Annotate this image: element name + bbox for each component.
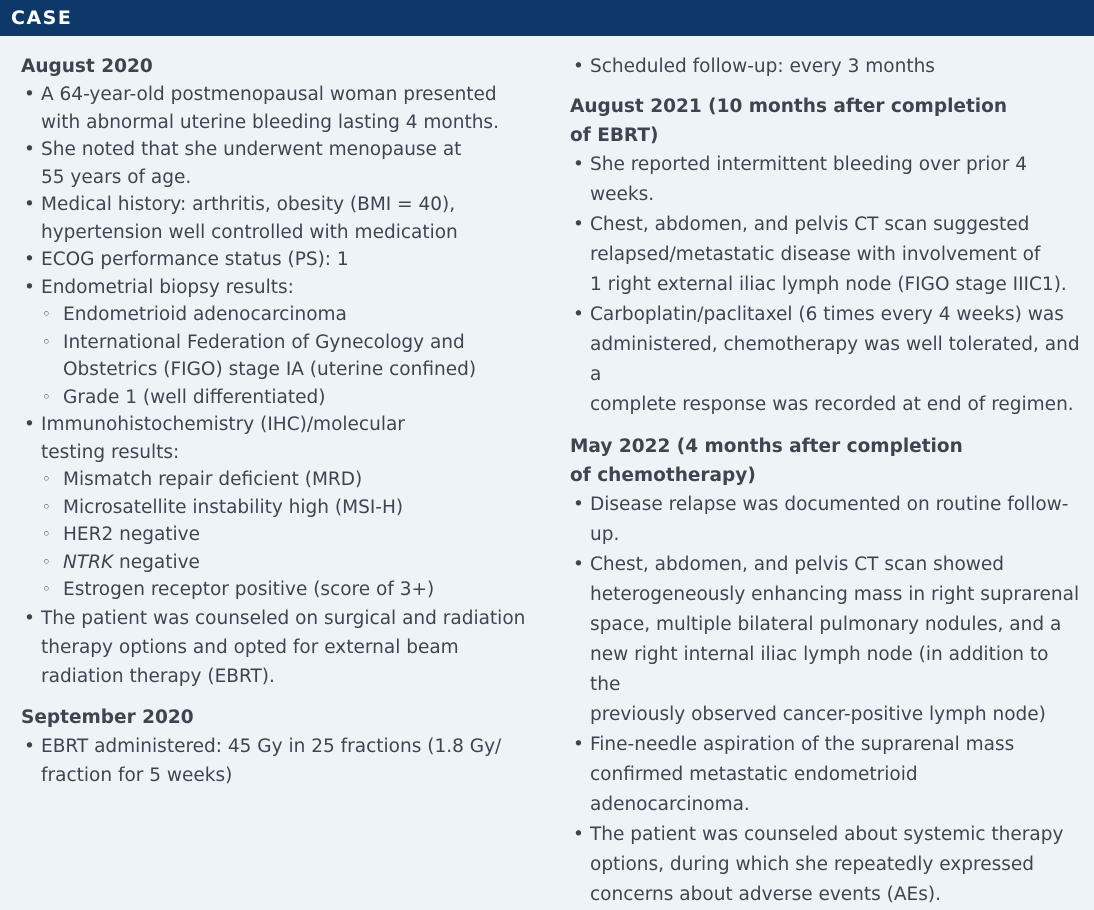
list-item: • A 64-year-old postmenopausal woman presented with abnormal uterine bleeding lasting 4 months.	[24, 84, 499, 133]
sub-list-item: ◦ Microsatellite instability high (MSI-H)	[42, 496, 404, 518]
sub-list-item: ◦ Estrogen receptor positive (score of 3+)	[42, 579, 435, 600]
list-item: • EBRT administered: 45 Gy in 25 fractions (1.8 Gy/ fraction for 5 weeks)	[24, 735, 502, 786]
left-column	[21, 36, 541, 790]
list-item: • She noted that she underwent menopause at 55 years of age.	[24, 139, 462, 188]
sub-list-item: ◦ NTRK negative	[42, 551, 200, 573]
heading-may-2022: May 2022 (4 months after completion of chemotherapy)	[570, 436, 963, 486]
sub-list-item: ◦ Grade 1 (well differentiated)	[42, 386, 326, 408]
august-2020-list	[21, 81, 541, 691]
list-item: • She reported intermittent bleeding over prior 4 weeks.	[573, 154, 1028, 205]
list-item: • Scheduled follow-up: every 3 months	[573, 56, 935, 77]
case-header	[0, 0, 1094, 36]
molecular-sublist	[21, 466, 541, 604]
list-item: • Disease relapse was documented on routine follow-up.	[573, 494, 1069, 545]
sub-list-item: ◦ International Federation of Gynecology and Obstetrics (FIGO) stage IA (uterine confined)	[42, 331, 477, 380]
list-item: • The patient was counseled about systemic therapy options, during which she repeatedly expressed concerns about adverse events (AEs).	[573, 824, 1064, 905]
list-item: • The patient was counseled on surgical and radiation therapy options and opted for external beam radiation therapy (EBRT).	[24, 607, 526, 687]
list-item: • ECOG performance status (PS): 1	[24, 249, 349, 270]
sub-list-item: ◦ Mismatch repair deficient (MRD)	[42, 469, 363, 490]
list-item: • Chest, abdomen, and pelvis CT scan suggested relapsed/metastatic disease with involvement of 1 right external iliac lymph node (FIGO stage IIIC1).	[573, 214, 1067, 295]
may-2022-list	[570, 490, 1080, 910]
list-item: • Fine-needle aspiration of the suprarenal mass confirmed metastatic endometrioid adenocarcinoma.	[573, 734, 1015, 815]
biopsy-sublist	[21, 301, 541, 411]
september-2020-list	[21, 732, 541, 790]
heading-august-2020: August 2020	[21, 56, 153, 77]
list-item: • Carboplatin/paclitaxel (6 times every 4 weeks) was administered, chemotherapy was well tolerated, and a complete response was recorded at end of regimen.	[573, 304, 1080, 415]
right-column	[570, 36, 1080, 910]
heading-august-2021: August 2021 (10 months after completion of EBRT)	[570, 96, 1008, 146]
sub-list-item: ◦ Endometrioid adenocarcinoma	[42, 304, 347, 325]
case-title: CASE	[11, 7, 73, 29]
sub-list-item: ◦ HER2 negative	[42, 524, 201, 545]
list-item: • Chest, abdomen, and pelvis CT scan showed heterogeneously enhancing mass in right suprarenal space, multiple bilateral pulmonary nodules, and a new right internal iliac lymph node (in addition to the previously observed cancer-positive lymph node)	[573, 554, 1080, 725]
list-item: • Endometrial biopsy results: ◦ Endometrioid adenocarcinoma ◦ International Federation of Gynecology and Obstetrics (FIGO) stage IA (uterine confined) ◦ Grade 1 (well differentiated)	[21, 274, 541, 412]
list-item: • Immunohistochemistry (IHC)/molecular testing results: ◦ Mismatch repair deficient (MRD) ◦ Microsatellite instability high (MSI-H) ◦ HER2 negative ◦ NTRK negative ◦ Estrogen receptor positive (score of 3+)	[21, 411, 541, 604]
heading-september-2020: September 2020	[21, 706, 194, 728]
august-2021-list	[570, 150, 1080, 420]
list-item: • Medical history: arthritis, obesity (BMI = 40), hypertension well controlled with medication	[24, 194, 458, 243]
followup-list	[570, 52, 1080, 82]
